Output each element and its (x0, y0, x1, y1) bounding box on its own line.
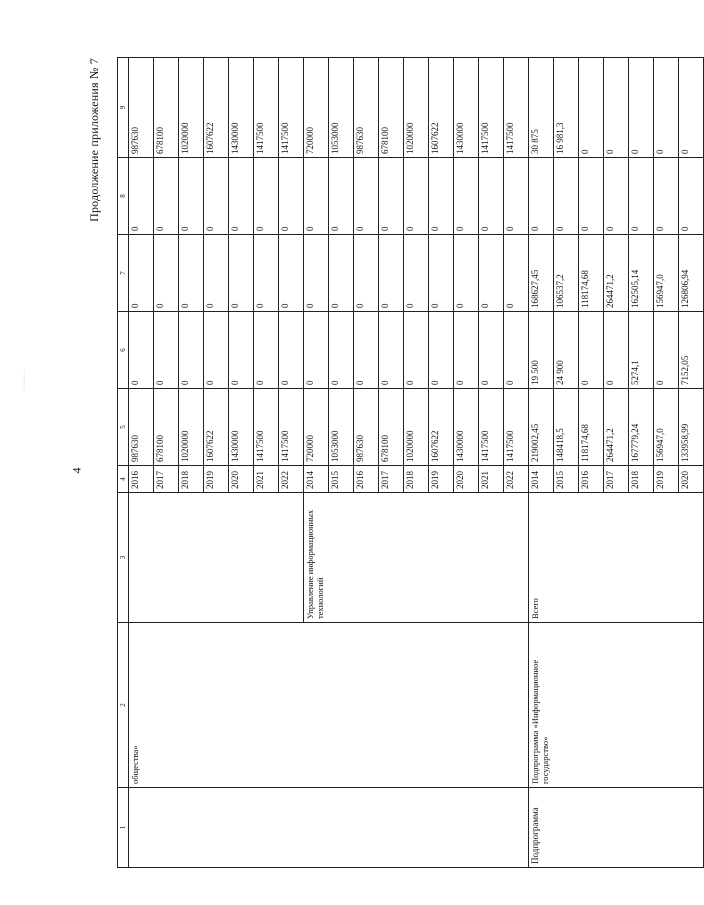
year-cell: 2014 (529, 466, 554, 493)
year-cell: 2015 (554, 466, 579, 493)
value-cell-v9: 0 (604, 58, 629, 158)
value-cell-v7: 126806,94 (679, 235, 704, 312)
value-cell-v6: 24 900 (554, 312, 579, 389)
cell-c3: Управление информационных технологий (304, 493, 529, 623)
value-cell-v8: 0 (529, 158, 554, 235)
value-cell-v6: 0 (479, 312, 504, 389)
value-cell-v7: 0 (129, 235, 154, 312)
value-cell-v5: 987630 (129, 389, 154, 466)
value-cell-v8: 0 (404, 158, 429, 235)
value-cell-v6: 7152,05 (679, 312, 704, 389)
stray-mark: ·· ·· ···· · (22, 369, 29, 393)
column-number-cell: 1 (118, 788, 129, 868)
value-cell-v9: 1417500 (279, 58, 304, 158)
value-cell-v9: 987630 (129, 58, 154, 158)
value-cell-v7: 0 (229, 235, 254, 312)
value-cell-v5: 118174,68 (579, 389, 604, 466)
year-cell: 2019 (654, 466, 679, 493)
year-cell: 2018 (404, 466, 429, 493)
value-cell-v9: 0 (654, 58, 679, 158)
value-cell-v9: 1020000 (179, 58, 204, 158)
value-cell-v9: 0 (679, 58, 704, 158)
value-cell-v5: 264471,2 (604, 389, 629, 466)
year-cell: 2022 (504, 466, 529, 493)
table-row (529, 58, 554, 868)
value-cell-v7: 156947,0 (654, 235, 679, 312)
value-cell-v8: 0 (379, 158, 404, 235)
year-cell: 2020 (454, 466, 479, 493)
cell-c2: общества» (129, 623, 529, 788)
value-cell-v7: 0 (479, 235, 504, 312)
value-cell-v9: 987630 (354, 58, 379, 158)
value-cell-v7: 0 (254, 235, 279, 312)
value-cell-v9: 16 981,3 (554, 58, 579, 158)
value-cell-v9: 1417500 (504, 58, 529, 158)
value-cell-v6: 0 (404, 312, 429, 389)
value-cell-v5: 156947,0 (654, 389, 679, 466)
value-cell-v8: 0 (279, 158, 304, 235)
value-cell-v9: 30 875 (529, 58, 554, 158)
value-cell-v7: 0 (454, 235, 479, 312)
value-cell-v8: 0 (179, 158, 204, 235)
value-cell-v8: 0 (579, 158, 604, 235)
value-cell-v5: 167779,24 (629, 389, 654, 466)
year-cell: 2017 (154, 466, 179, 493)
year-cell: 2016 (579, 466, 604, 493)
value-cell-v7: 0 (429, 235, 454, 312)
value-cell-v7: 118174,68 (579, 235, 604, 312)
value-cell-v6: 0 (354, 312, 379, 389)
value-cell-v6: 0 (504, 312, 529, 389)
value-cell-v5: 148418,5 (554, 389, 579, 466)
value-cell-v8: 0 (679, 158, 704, 235)
year-cell: 2021 (479, 466, 504, 493)
value-cell-v9: 0 (629, 58, 654, 158)
value-cell-v8: 0 (554, 158, 579, 235)
value-cell-v6: 0 (579, 312, 604, 389)
cell-c3 (129, 493, 304, 623)
value-cell-v9: 678100 (379, 58, 404, 158)
column-number-row (118, 58, 129, 868)
value-cell-v7: 0 (354, 235, 379, 312)
value-cell-v9: 1417500 (254, 58, 279, 158)
column-number-cell: 4 (118, 466, 129, 493)
year-cell: 2016 (129, 466, 154, 493)
value-cell-v6: 0 (429, 312, 454, 389)
value-cell-v5: 1020000 (179, 389, 204, 466)
year-cell: 2018 (629, 466, 654, 493)
value-cell-v9: 1430000 (229, 58, 254, 158)
budget-table (117, 57, 704, 868)
value-cell-v7: 0 (329, 235, 354, 312)
value-cell-v6: 5274,1 (629, 312, 654, 389)
value-cell-v6: 0 (454, 312, 479, 389)
value-cell-v5: 678100 (154, 389, 179, 466)
cell-c3: Всего (529, 493, 704, 623)
column-number-cell: 7 (118, 235, 129, 312)
value-cell-v6: 0 (204, 312, 229, 389)
year-cell: 2020 (679, 466, 704, 493)
value-cell-v9: 678100 (154, 58, 179, 158)
value-cell-v9: 0 (579, 58, 604, 158)
value-cell-v8: 0 (454, 158, 479, 235)
column-number-cell: 8 (118, 158, 129, 235)
cell-c2: Подпрограмма «Информационное государство» (529, 623, 704, 788)
value-cell-v7: 0 (204, 235, 229, 312)
value-cell-v6: 0 (604, 312, 629, 389)
value-cell-v9: 1053000 (329, 58, 354, 158)
value-cell-v9: 720000 (304, 58, 329, 158)
value-cell-v6: 0 (229, 312, 254, 389)
value-cell-v5: 1417500 (254, 389, 279, 466)
year-cell: 2015 (329, 466, 354, 493)
value-cell-v6: 0 (154, 312, 179, 389)
value-cell-v8: 0 (229, 158, 254, 235)
value-cell-v6: 0 (129, 312, 154, 389)
value-cell-v5: 678100 (379, 389, 404, 466)
column-number-cell: 6 (118, 312, 129, 389)
table-row (129, 58, 154, 868)
year-cell: 2017 (604, 466, 629, 493)
value-cell-v8: 0 (479, 158, 504, 235)
year-cell: 2022 (279, 466, 304, 493)
page-number: 4 (69, 467, 84, 474)
value-cell-v8: 0 (604, 158, 629, 235)
value-cell-v7: 0 (279, 235, 304, 312)
rotated-page-content (87, 58, 690, 868)
value-cell-v7: 0 (379, 235, 404, 312)
value-cell-v8: 0 (129, 158, 154, 235)
year-cell: 2020 (229, 466, 254, 493)
value-cell-v5: 1607622 (429, 389, 454, 466)
value-cell-v5: 1053000 (329, 389, 354, 466)
value-cell-v6: 0 (379, 312, 404, 389)
value-cell-v7: 168627,45 (529, 235, 554, 312)
value-cell-v9: 1020000 (404, 58, 429, 158)
value-cell-v6: 0 (279, 312, 304, 389)
value-cell-v6: 19 500 (529, 312, 554, 389)
value-cell-v7: 264471,2 (604, 235, 629, 312)
year-cell: 2019 (429, 466, 454, 493)
column-number-cell: 2 (118, 623, 129, 788)
value-cell-v5: 1020000 (404, 389, 429, 466)
value-cell-v9: 1607622 (204, 58, 229, 158)
value-cell-v8: 0 (329, 158, 354, 235)
cell-c1 (129, 788, 529, 868)
value-cell-v5: 1417500 (504, 389, 529, 466)
value-cell-v7: 0 (154, 235, 179, 312)
value-cell-v5: 720000 (304, 389, 329, 466)
value-cell-v8: 0 (204, 158, 229, 235)
year-cell: 2019 (204, 466, 229, 493)
value-cell-v5: 1417500 (479, 389, 504, 466)
column-number-cell: 5 (118, 389, 129, 466)
year-cell: 2021 (254, 466, 279, 493)
value-cell-v7: 0 (179, 235, 204, 312)
value-cell-v5: 1417500 (279, 389, 304, 466)
year-cell: 2016 (354, 466, 379, 493)
year-cell: 2014 (304, 466, 329, 493)
table-body (118, 58, 704, 868)
value-cell-v5: 133958,99 (679, 389, 704, 466)
value-cell-v5: 219002,45 (529, 389, 554, 466)
value-cell-v5: 987630 (354, 389, 379, 466)
value-cell-v7: 0 (404, 235, 429, 312)
value-cell-v5: 1430000 (454, 389, 479, 466)
year-cell: 2018 (179, 466, 204, 493)
value-cell-v6: 0 (179, 312, 204, 389)
value-cell-v7: 106537,2 (554, 235, 579, 312)
value-cell-v8: 0 (629, 158, 654, 235)
value-cell-v8: 0 (504, 158, 529, 235)
value-cell-v8: 0 (429, 158, 454, 235)
value-cell-v5: 1607622 (204, 389, 229, 466)
column-number-cell: 3 (118, 493, 129, 623)
value-cell-v8: 0 (354, 158, 379, 235)
value-cell-v6: 0 (329, 312, 354, 389)
value-cell-v9: 1607622 (429, 58, 454, 158)
value-cell-v7: 162505,14 (629, 235, 654, 312)
value-cell-v7: 0 (304, 235, 329, 312)
value-cell-v7: 0 (504, 235, 529, 312)
column-number-cell: 9 (118, 58, 129, 158)
cell-c1: Подпрограмма (529, 788, 704, 868)
value-cell-v6: 0 (304, 312, 329, 389)
value-cell-v9: 1430000 (454, 58, 479, 158)
value-cell-v9: 1417500 (479, 58, 504, 158)
value-cell-v5: 1430000 (229, 389, 254, 466)
value-cell-v8: 0 (654, 158, 679, 235)
value-cell-v8: 0 (254, 158, 279, 235)
appendix-caption: Продолжение приложения № 7 (87, 58, 101, 222)
value-cell-v6: 0 (654, 312, 679, 389)
year-cell: 2017 (379, 466, 404, 493)
value-cell-v8: 0 (304, 158, 329, 235)
value-cell-v6: 0 (254, 312, 279, 389)
value-cell-v8: 0 (154, 158, 179, 235)
